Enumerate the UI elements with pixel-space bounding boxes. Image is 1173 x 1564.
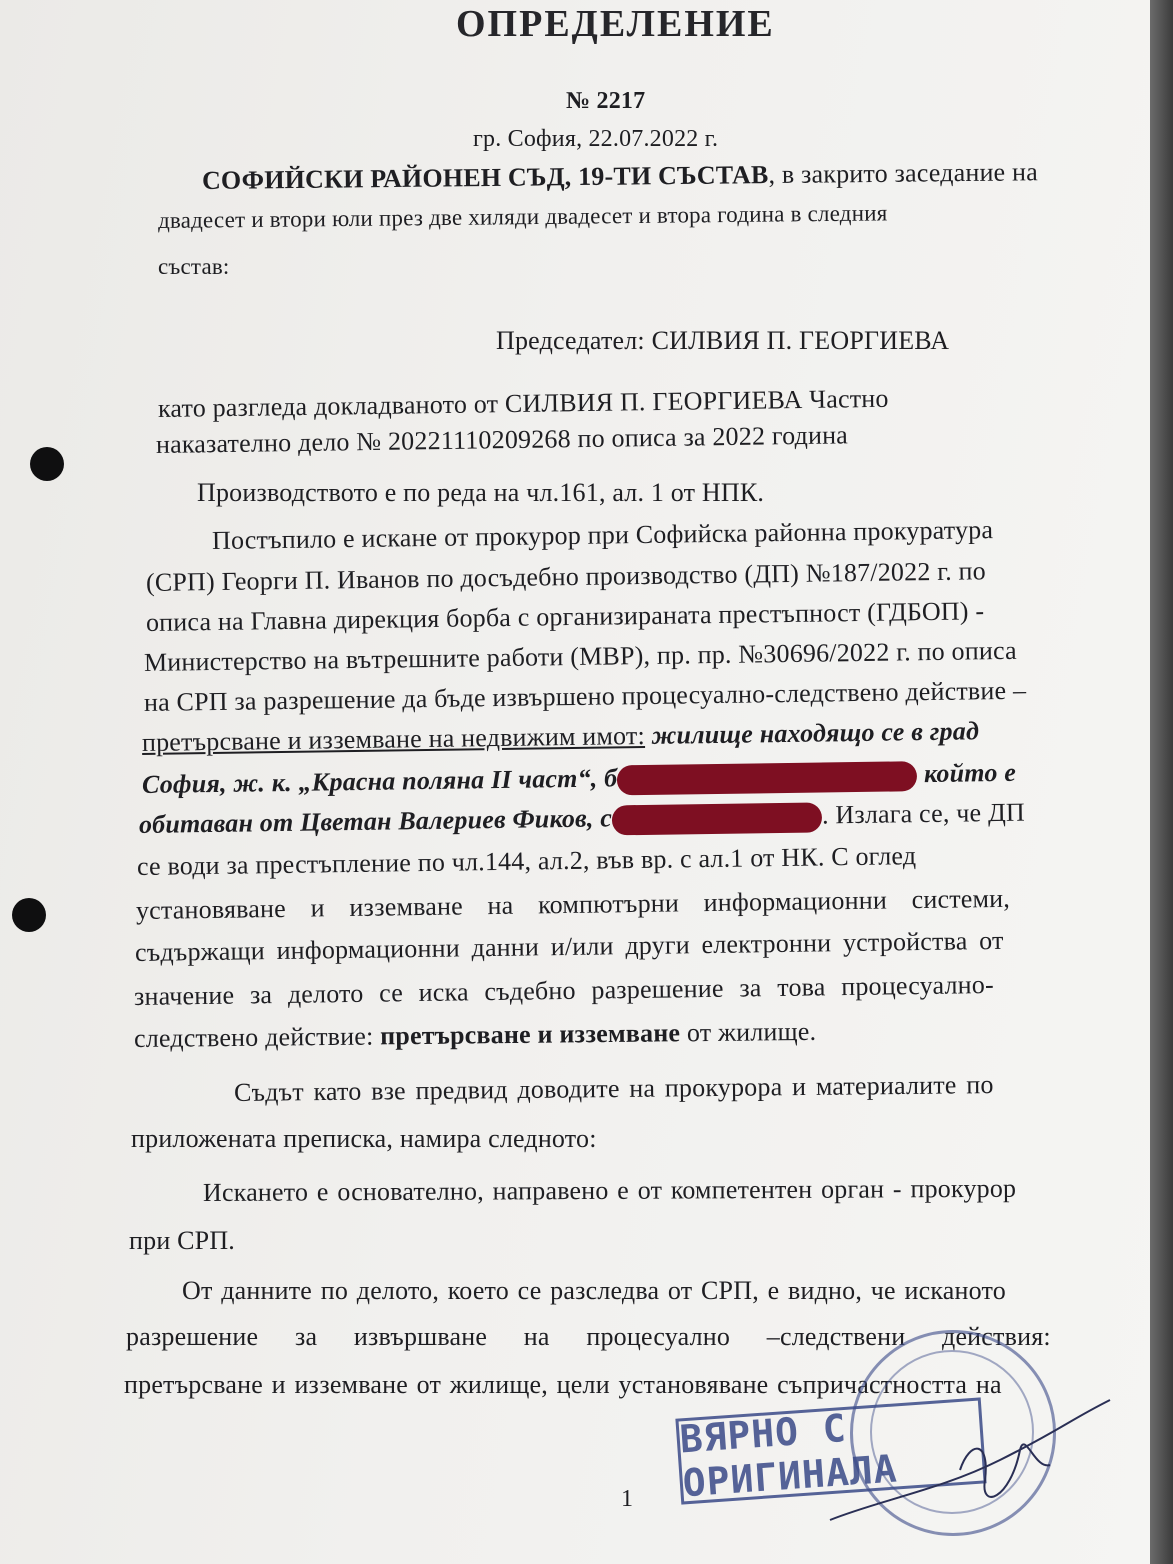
search-underlined: претърсване и изземване на недвижим имот: (141, 720, 646, 757)
case-line-2: наказателно дело № 20221110209268 по описа за 2022 година (155, 420, 849, 459)
case-line-1: като разгледа докладваното от СИЛВИЯ П. ГЕОРГИЕВА Частно (157, 383, 889, 423)
action-line (134, 1017, 817, 1054)
intro-line-2: двадесет и втори юли през две хиляди двадесет и втора година в следния (157, 200, 888, 233)
court-line (202, 157, 1038, 196)
signature-scribble (820, 1380, 1120, 1540)
redaction-address (617, 761, 917, 795)
procedure-line: Производството е по реда на чл.161, ал. 1 от НПК. (197, 478, 765, 507)
considered-line-1: Съдът като взе предвид доводите на прокурора и материалите по (233, 1070, 994, 1107)
document-number: № 2217 (566, 88, 646, 114)
chair-label: Председател: (496, 326, 645, 355)
action-bold: претърсване и изземване (380, 1018, 681, 1051)
search-line (142, 716, 979, 758)
occupant: обитаван от Цветан Валериев Фиков, с (138, 803, 613, 839)
chair-name: СИЛВИЯ П. ГЕОРГИЕВА (651, 326, 950, 355)
search-italic: жилище находящо се в град (644, 716, 980, 750)
court-name: СОФИЙСКИ РАЙОНЕН СЪД, 19-ТИ СЪСТАВ (201, 160, 769, 195)
request-line-1 (212, 514, 1082, 556)
document-title: ОПРЕДЕЛЕНИЕ (456, 3, 775, 45)
intro-line-1: , в закрито заседание на (768, 157, 1039, 190)
request-line-5: на СРП за разрешение да бъде извършено процесуално-следствено действие – (143, 675, 1027, 717)
request-line-3: описа на Главна дирекция борба с организираната престъпност (ГДБОП) - (145, 596, 985, 637)
address-line (142, 758, 1016, 802)
punch-hole-top (30, 447, 64, 481)
request-line-2: (СРП) Георги П. Иванов по досъдебно производство (ДП) №187/2022 г. по (145, 556, 987, 597)
place-date: гр. София, 22.07.2022 г. (473, 126, 719, 152)
chair-line (496, 326, 949, 356)
data-line-2: разрешение за извършване на процесуално –следствени действия: (126, 1322, 1051, 1351)
crime-line-4: значение за делото се иска съдебно разрешение за това процесуално- (133, 969, 995, 1011)
address-end: който е (917, 757, 1017, 789)
address-start: София, ж. к. „Красна поляна II част“, б (141, 763, 618, 799)
page-edge-shadow (1150, 0, 1173, 1564)
action-suffix: от жилище. (680, 1016, 817, 1048)
grounded-line-2: при СРП. (129, 1226, 236, 1255)
redaction-occupant (612, 802, 822, 835)
considered-line-2: приложената преписка, намира следното: (131, 1124, 597, 1153)
crime-line-3: съдържащи информационни данни и/или други електронни устройства от (134, 925, 1004, 967)
page-number: 1 (621, 1486, 634, 1512)
data-line-3: претърсване и изземване от жилище, цели установяване съпричастността на (124, 1370, 1002, 1399)
crime-line-2: установяване и изземване на компютърни информационни системи, (135, 883, 1011, 925)
crime-line-1-text: се води за престъпление по чл.144, ал.2, във вр. с ал.1 от НК. С оглед (136, 841, 917, 881)
grounded-line-1: Искането е основателно, направено е от компетентен орган - прокурор (202, 1173, 1017, 1207)
punch-hole-bottom (12, 898, 46, 932)
occupant-line (139, 798, 1025, 842)
action-prefix: следствено действие: (133, 1021, 381, 1053)
intro-line-3: състав: (158, 254, 230, 279)
crime-line-1 (137, 839, 1101, 882)
request-line-1-text: Постъпило е искане от прокурор при Софийска районна прокуратура (211, 515, 994, 555)
crime-tail: . Излага се, че ДП (821, 797, 1026, 830)
data-line-1: От данните по делото, което се разследва от СРП, е видно, че исканото (182, 1276, 1006, 1305)
request-line-4: Министерство на вътрешните работи (МВР), пр. пр. №30696/2022 г. по описа (143, 635, 1017, 677)
certified-stamp: ВЯРНО С ОРИГИНАЛА (675, 1397, 986, 1504)
